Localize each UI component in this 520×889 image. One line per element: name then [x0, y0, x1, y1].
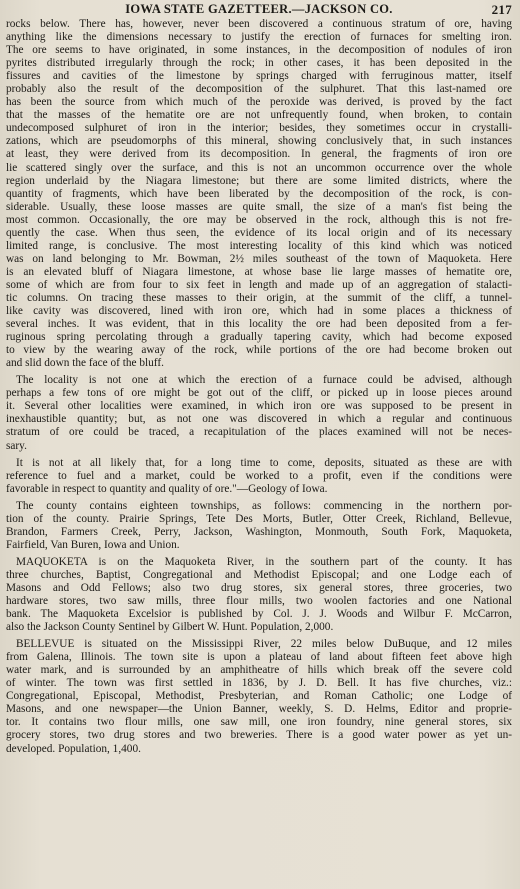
text-line: lie scattered singly over the surface, and this is not an uncommon occurrence over the whole	[6, 161, 512, 174]
text-line: pyrites distributed irregularly through the rock; in other cases, it has been deposited in the	[6, 57, 512, 70]
text-line: quantity of fragments, which have been liberated by the decomposition of the rock, is con-	[6, 187, 512, 200]
paragraph-maquoketa	[6, 556, 512, 634]
text-line: quently the case. When thus seen, the evidence of its local origin and of its necessary	[6, 226, 512, 239]
text-line: perhaps a few tons of ore might be got out of the cliff, or picked up in loose pieces around	[6, 387, 512, 400]
text-line: Fairfield, Van Buren, Iowa and Union.	[6, 538, 180, 551]
text-line: Masons and Odd Fellows; also two drug stores, six general stores, three groceries, two	[6, 581, 512, 594]
text-line: hardware stores, two saw mills, three flour mills, two woolen factories and one National	[6, 595, 512, 608]
text-line: inexhaustible quantity; but, as not one was discovered in which a regular and continuous	[6, 413, 512, 426]
text-line: bank. The Maquoketa Excelsior is published by Col. J. J. Woods and Wilbur F. McCarron,	[6, 608, 512, 621]
text-line: Masons, and one newspaper—the Union Banner, weekly, S. D. Helms, Editor and proprie-	[6, 703, 512, 716]
text-line: The locality is not one at which the erection of a furnace could be advised, although	[16, 374, 512, 387]
text-line: sary.	[6, 439, 27, 452]
text-line: undecomposed sulphuret of iron in the interior; besides, they sometimes occur in crystalli-	[6, 122, 512, 135]
text-line: It is not at all likely that, for a long time to come, deposits, situated as these are with	[16, 456, 512, 469]
text-line: some of which are from four to six feet in length and made up of an aggregation of stalacti-	[6, 278, 512, 291]
paragraph-iron-ore-description	[6, 18, 512, 370]
text-line: tor. It contains two flour mills, one saw mill, one iron foundry, nine general stores, six	[6, 716, 512, 729]
text-line: rocks below. There has, however, never been discovered a continuous stratum of ore, having	[6, 18, 512, 30]
text-line: it. Several other localities were examined, in which iron ore was supposed to be present in	[6, 400, 512, 413]
text-line: tion of the county. Prairie Springs, Tete Des Morts, Butler, Otter Creek, Richland, Bellevue,	[6, 512, 512, 525]
text-line: that the masses of the hematite ore are not unfrequently found, when broken, to contain	[6, 109, 512, 122]
text-line: favorable in respect to quantity and quality of ore."—Geology of Iowa.	[6, 482, 328, 495]
text-line: MAQUOKETA is on the Maquoketa River, in the southern part of the county. It has	[16, 555, 512, 568]
text-line: three churches, Baptist, Congregational and Methodist Episcopal; and one Lodge each of	[6, 568, 512, 581]
text-line: tic columns. On tracing these masses to their origin, at the summit of the cliff, a tunnel-	[6, 291, 512, 304]
text-line: and slid down the face of the bluff.	[6, 357, 164, 370]
text-line: fissures and cavities of the limestone by springs charged with ferruginous matter, itself	[6, 70, 512, 83]
text-line: The ore seems to have originated, in some instances, in the decomposition of nodules of iron	[6, 44, 512, 57]
text-line: zations, which are pseudomorphs of this mineral, showing conclusively that, in such instances	[6, 135, 512, 148]
text-line: reference to fuel and a market, could be worked to a profit, even if the conditions were	[6, 469, 512, 482]
text-line: at least, they were derived from its decomposition. In general, the fragments of iron ore	[6, 148, 512, 161]
text-line: siderable. Usually, these loose masses are quite small, the size of a man's fist being the	[6, 200, 512, 213]
text-line: most common. Occasionally, the ore may be observed in the rock, although this is not fre-	[6, 213, 512, 226]
text-line: ruginous spring percolating through a gradually tapering cavity, which had become exposed	[6, 331, 512, 344]
text-line: probably also the result of the decomposition of the sulphuret. That this last-named ore	[6, 83, 512, 96]
paragraph-bellevue	[6, 638, 512, 755]
text-line: like cavity was discovered, lined with iron ore, which had in some places a thickness of	[6, 305, 512, 318]
text-line: water mark, and is surrounded by an amphitheatre of hills which break off the severe cold	[6, 664, 512, 677]
text-line: several inches. It was evident, that in this locality the ore had been deposited from a fer-	[6, 318, 512, 331]
page-number: 217	[491, 2, 512, 17]
text-line: developed. Population, 1,400.	[6, 742, 141, 755]
paragraph-furnace-locality	[6, 374, 512, 452]
text-line: also the Jackson County Sentinel by Gilbert W. Hunt. Population, 2,000.	[6, 621, 334, 634]
text-line: is an elevated bluff of Niagara limestone, at whose base lie large masses of hematite ore,	[6, 265, 512, 278]
text-line: to view by the wearing away of the rock, while portions of the ore had become broken out	[6, 344, 512, 357]
text-line: region underlaid by the Niagara limestone; but there are some limited districts, where the	[6, 174, 512, 187]
text-line: stratum of ore could be traced, a recapitulation of the places examined will not be neces-	[6, 426, 512, 439]
text-line: was on land belonging to Mr. Bowman, 2½ miles southeast of the town of Maquoketa. Here	[6, 252, 512, 265]
text-line: from Galena, Illinois. The town site is upon a plateau of land about fifteen feet above high	[6, 651, 512, 664]
text-line: BELLEVUE is situated on the Mississippi River, 22 miles below DuBuque, and 12 miles	[16, 638, 512, 651]
text-line: Congregational, Episcopal, Methodist, Presbyterian, and Roman Catholic; one Lodge of	[6, 690, 512, 703]
text-line: The county contains eighteen townships, as follows: commencing in the northern por-	[16, 499, 512, 512]
paragraph-townships	[6, 500, 512, 552]
text-line: Brandon, Farmers Creek, Perry, Jackson, Washington, Monmouth, South Fork, Maquoketa,	[6, 525, 512, 538]
text-line: grocery stores, two drug stores and two breweries. There is a good water power as yet un-	[6, 729, 512, 742]
running-title: IOWA STATE GAZETTEER.—JACKSON CO.	[125, 2, 393, 16]
text-line: of winter. The town was first settled in 1836, by J. D. Bell. It has five churches, viz.:	[6, 677, 512, 690]
page-body	[6, 18, 512, 756]
text-line: has been the source from which much of the peroxide was derived, is proved by the fact	[6, 96, 512, 109]
page-header	[6, 2, 512, 16]
text-line: limited range, is conclusive. The most interesting locality of this kind which was noticed	[6, 239, 512, 252]
paragraph-geology-quote	[6, 457, 512, 496]
text-line: anything like the dimensions necessary to justify the erection of furnaces for smelting iron.	[6, 31, 512, 44]
